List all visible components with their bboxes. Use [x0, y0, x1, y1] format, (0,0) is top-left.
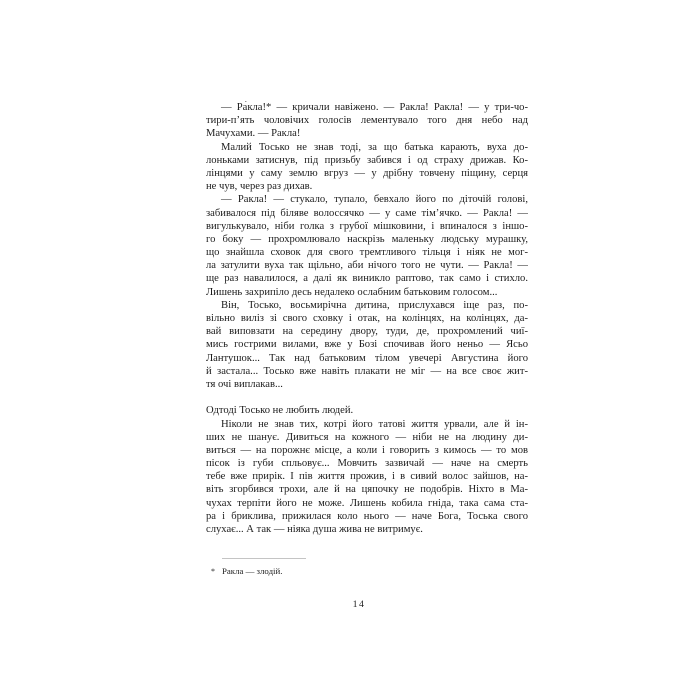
text-line: чухах терпіти його не може. Лишень кобила гніда, така сама ста-	[206, 497, 528, 509]
text-line: ших не шанує. Дивиться на кожного — ніби не на людину ди-	[206, 431, 528, 443]
text-line: лінцями у саму землю вгруз — у дрібну товчену піщину, серця	[206, 167, 528, 179]
text-line: Він, Тосько, восьмирічна дитина, прислухався іще раз, по-	[221, 299, 528, 311]
text-line: го боку — прохромлювало наскрізь маленьку людську мурашку,	[206, 233, 528, 245]
text-line: тебе вже прирік. І пів життя прожив, і в сивий волос зайшов, на-	[206, 471, 528, 483]
text-line: — Ра́кла!* — кричали навіжено. — Ракла! Ракла! — у три-чо-	[221, 102, 528, 113]
text-line: що знайшла сховок для свого тремтливого тільця і ніяк не мог-	[206, 247, 528, 259]
footnote	[211, 566, 282, 577]
footnote-marker: *	[211, 567, 215, 576]
text-line: слухає... А так — ніяка душа жива не витримує.	[206, 524, 423, 535]
text-line: — Ракла! — стукало, тупало, бевхало його по діточій голові,	[221, 194, 528, 206]
text-line: вай виповзати на середину двору, туди, де, прохромлений чиї-	[206, 326, 528, 338]
text-line: віть згорбився трохи, але й на цяпочку не подобрів. Ніхто в Ма-	[206, 484, 528, 496]
paragraph-spacer	[206, 391, 528, 404]
text-line: Мачухами. — Ракла!	[206, 128, 301, 140]
text-line: забивалося під біляве волоссячко — у саме тім’ячко. — Ракла! —	[206, 207, 528, 219]
text-line: вільно виліз зі свого сховку і отак, на колінцях, на колінцях, да-	[206, 313, 528, 324]
text-line: Ніколи не знав тих, котрі його татові життя урвали, але й ін-	[221, 418, 528, 430]
body-text	[206, 101, 528, 536]
text-line: Одтоді Тосько не любить людей.	[206, 405, 354, 417]
text-line: й застала... Тосько вже навіть плакати не міг — на все своє жит-	[206, 365, 528, 377]
text-line: мись гострими вилами, вже у Бозі спочивав його неньо — Ясьо	[206, 339, 528, 351]
footnote-text: Ракла — злодій.	[222, 566, 283, 576]
text-line: вигулькувало, ніби голка з грубої мішковини, і впиналося з іншо-	[206, 220, 528, 232]
text-line: ра і бриклива, прижилася коло нього — наче Бога, Тоська свого	[206, 510, 528, 522]
text-line: не чув, через раз дихав.	[206, 181, 313, 193]
text-line: виться — на порожнє місце, а коли і говорить з кимось — то мов	[206, 444, 528, 456]
footnote-divider	[222, 558, 306, 559]
text-line: тя очі виплакав...	[206, 378, 283, 390]
text-line: лоньками затиснув, під призьбу забився і од страху дрижав. Ко-	[206, 154, 528, 166]
text-line: Лишень захрипіло десь недалеко ослабним батьковим голосом...	[206, 286, 498, 298]
text-line: пісок із губи спльовує... Мовчить зазвичай — наче на смерть	[206, 458, 528, 470]
text-line: ще раз навалилося, а далі як виникло раптово, так само і стихло.	[206, 273, 528, 285]
text-line: Лантушок... Так над батьковим тілом увечері Августина його	[206, 352, 528, 364]
text-line: Малий Тосько не знав тоді, за що батька карають, вуха до-	[221, 141, 528, 153]
page-number: 14	[352, 599, 366, 610]
text-line: тири-п’ять чоловічих голосів лементувало того дня небо над	[206, 115, 528, 127]
text-line: ла затулити вуха так щільно, аби нічого того не чути. — Ракла! —	[206, 260, 528, 272]
